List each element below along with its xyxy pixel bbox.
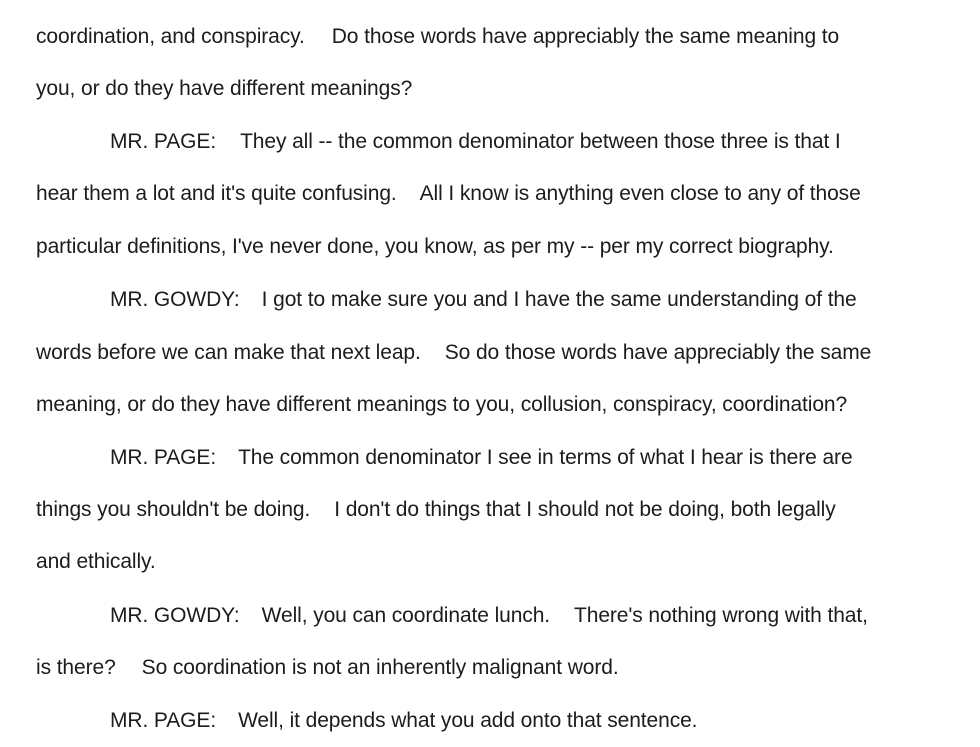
text-segment: Do those words have appreciably the same meaning to xyxy=(331,25,840,48)
text-segment: Well, you can coordinate lunch. xyxy=(261,604,551,627)
text-segment: and ethically. xyxy=(36,550,156,573)
text-segment: particular definitions, I've never done, you know, as per my -- per my correct biography. xyxy=(36,235,834,258)
text-segment: things you shouldn't be doing. xyxy=(36,498,311,521)
transcript-line xyxy=(110,287,857,313)
speaker-label: MR. PAGE: xyxy=(110,130,217,153)
transcript-line xyxy=(110,445,853,471)
transcript-line xyxy=(110,708,697,734)
text-segment: All I know is anything even close to any of those xyxy=(419,182,861,205)
text-segment: So coordination is not an inherently malignant word. xyxy=(141,656,619,679)
speaker-label: MR. PAGE: xyxy=(110,446,217,469)
transcript-line xyxy=(36,497,836,523)
text-segment: I got to make sure you and I have the same understanding of the xyxy=(261,288,857,311)
speaker-label: MR. GOWDY: xyxy=(110,288,240,311)
text-segment: So do those words have appreciably the same xyxy=(444,341,872,364)
text-segment: Well, it depends what you add onto that sentence. xyxy=(238,709,698,732)
text-segment: you, or do they have different meanings? xyxy=(36,77,413,100)
transcript-line xyxy=(110,129,841,155)
text-segment: is there? xyxy=(36,656,116,679)
text-segment: hear them a lot and it's quite confusing. xyxy=(36,182,397,205)
transcript-line xyxy=(36,234,834,260)
transcript-line xyxy=(110,603,868,629)
transcript-line xyxy=(36,340,871,366)
text-segment: coordination, and conspiracy. xyxy=(36,25,305,48)
transcript-line xyxy=(36,655,619,681)
transcript-line xyxy=(36,181,861,207)
transcript-line xyxy=(36,392,847,418)
speaker-label: MR. PAGE: xyxy=(110,709,217,732)
text-segment: I don't do things that I should not be doing, both legally xyxy=(334,498,836,521)
text-segment: The common denominator I see in terms of what I hear is there are xyxy=(238,446,853,469)
transcript-line xyxy=(36,549,156,575)
speaker-label: MR. GOWDY: xyxy=(110,604,240,627)
text-segment: There's nothing wrong with that, xyxy=(574,604,868,627)
transcript-line xyxy=(36,76,412,102)
text-segment: meaning, or do they have different meanings to you, collusion, conspiracy, coordination? xyxy=(36,393,848,416)
transcript-line xyxy=(36,24,839,50)
text-segment: They all -- the common denominator between those three is that I xyxy=(240,130,841,153)
text-segment: words before we can make that next leap. xyxy=(36,341,421,364)
